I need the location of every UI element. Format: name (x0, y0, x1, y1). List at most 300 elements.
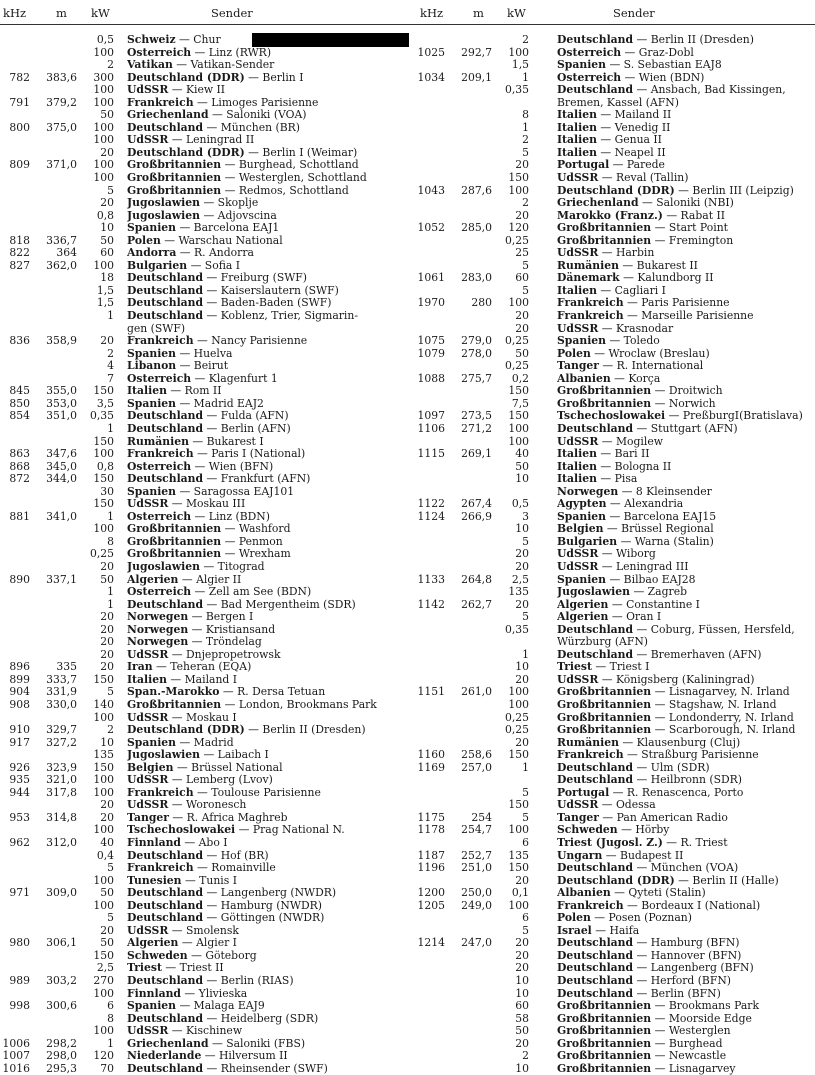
sender-cell (127, 1000, 415, 1013)
sender-cell (557, 285, 815, 298)
sender-cell (557, 461, 815, 474)
station-row (415, 536, 815, 549)
station-row (415, 235, 815, 248)
country-name: UdSSR (557, 247, 599, 260)
sender-cell (127, 1038, 415, 1051)
power-cell: 2 (107, 346, 114, 360)
power-cell: 100 (93, 873, 114, 887)
station-name: — Rom II (166, 385, 222, 398)
station-name: — PreßburgI(Bratislava) (665, 410, 803, 423)
power-cell: 1 (522, 120, 529, 134)
station-row (0, 410, 415, 423)
khz-cell: 827 (9, 258, 30, 272)
power-cell: 135 (93, 748, 114, 762)
power-cell: 3 (522, 509, 529, 523)
power-cell: 20 (100, 923, 114, 937)
country-name: Großbritannien (557, 698, 652, 711)
wavelength-cell: 278,0 (461, 346, 492, 360)
station-name: — Graz-Dobl (621, 46, 694, 59)
sender-cell (127, 561, 415, 574)
country-name: Österreich (127, 372, 192, 385)
power-cell: 100 (93, 898, 114, 912)
country-name: Österreich (127, 510, 192, 523)
station-name: — Madrid (176, 736, 234, 749)
wavelength-cell: 247,0 (461, 936, 492, 950)
station-row (415, 699, 815, 712)
m-header: m (473, 6, 484, 20)
country-name: Rumänien (557, 259, 619, 272)
khz-cell: 1115 (417, 447, 445, 461)
country-name: Spanien (557, 335, 607, 348)
country-name: Dänemark (557, 272, 620, 285)
power-cell: 0,2 (511, 371, 529, 385)
station-name: — Neapel II (596, 146, 666, 159)
sender-cell (557, 1063, 815, 1075)
country-name: Rumänien (127, 435, 189, 448)
country-name: UdSSR (557, 548, 599, 561)
khz-cell: 1124 (417, 509, 445, 523)
station-row (0, 335, 415, 348)
station-row (0, 47, 415, 60)
station-name: — München (BR) (203, 121, 300, 134)
wavelength-cell: 275,7 (461, 371, 492, 385)
station-row (0, 260, 415, 273)
station-name: — Oran I (608, 611, 662, 624)
power-cell: 100 (508, 183, 529, 197)
station-row (415, 787, 815, 800)
power-cell: 5 (107, 911, 114, 925)
country-name: Andorra (127, 247, 177, 260)
power-cell: 0,8 (96, 459, 114, 473)
wavelength-cell: 329,7 (46, 723, 77, 737)
station-name: — Leningrad II (168, 134, 255, 147)
khz-cell: 908 (9, 697, 30, 711)
station-name: — Frankfurt (AFN) (203, 473, 311, 486)
station-row (0, 172, 415, 185)
station-name: Würzburg (AFN) (557, 636, 648, 649)
power-cell: 20 (515, 873, 529, 887)
station-row (415, 862, 815, 875)
country-name: Israel (557, 924, 592, 937)
sender-cell (557, 837, 815, 850)
station-name: — Hannover (BFN) (633, 949, 742, 962)
power-cell: 150 (93, 434, 114, 448)
power-cell: 60 (515, 271, 529, 285)
station-name: — Limoges Parisienne (193, 96, 319, 109)
sender-cell (127, 285, 415, 298)
sender-cell (127, 1063, 415, 1075)
power-cell: 50 (515, 346, 529, 360)
country-name: Deutschland (127, 1012, 204, 1025)
country-name: Spanien (127, 397, 177, 410)
power-cell: 135 (508, 585, 529, 599)
station-row (0, 837, 415, 850)
sender-cell (127, 724, 415, 737)
country-name: Deutschland (DDR) (557, 874, 675, 887)
country-name: Spanien (557, 573, 607, 586)
sender-cell (557, 1038, 815, 1051)
sender-cell (127, 661, 415, 674)
station-name: — Washford (221, 523, 291, 536)
station-name: — Toledo (606, 335, 660, 348)
wavelength-cell: 314,8 (46, 810, 77, 824)
power-cell: 2 (107, 58, 114, 72)
wavelength-cell: 287,6 (461, 183, 492, 197)
station-name: — Bilbao EAJ28 (606, 573, 696, 586)
station-row (415, 134, 815, 147)
station-row (0, 611, 415, 624)
wavelength-cell: 273,5 (461, 409, 492, 423)
sender-cell (127, 498, 415, 511)
country-name: Portugal (557, 159, 610, 172)
sender-cell (557, 448, 815, 461)
sender-cell (127, 147, 415, 160)
sender-cell (557, 975, 815, 988)
wavelength-cell: 371,0 (46, 158, 77, 172)
power-cell: 100 (508, 823, 529, 837)
power-cell: 100 (508, 421, 529, 435)
station-row (415, 611, 815, 624)
country-name: Frankreich (557, 749, 624, 762)
country-name: Jugoslawien (127, 749, 201, 762)
wavelength-cell: 375,0 (46, 120, 77, 134)
station-name: — Harbin (598, 247, 655, 260)
power-cell: 100 (508, 685, 529, 699)
sender-cell (127, 686, 415, 699)
country-name: Norwegen (127, 636, 189, 649)
sender-cell (127, 975, 415, 988)
country-name: Großbritannien (557, 234, 652, 247)
sender-cell (557, 210, 815, 223)
country-name: Frankreich (127, 96, 194, 109)
power-cell: 0,25 (504, 334, 529, 348)
wavelength-cell: 321,0 (46, 773, 77, 787)
station-row (415, 824, 815, 837)
sender-cell (557, 172, 815, 185)
khz-cell: 1097 (417, 409, 445, 423)
station-name: — Korça (610, 372, 661, 385)
sender-cell (127, 1050, 415, 1063)
station-name: — Warna (Stalin) (617, 535, 714, 548)
country-name: Deutschland (127, 272, 204, 285)
khz-cell: 904 (9, 685, 30, 699)
station-row (0, 72, 415, 85)
station-name: — Wrexham (221, 548, 291, 561)
wavelength-cell: 283,0 (461, 271, 492, 285)
khz-cell: 791 (9, 95, 30, 109)
power-cell: 20 (515, 735, 529, 749)
sender-cell (127, 373, 415, 386)
sender-cell (557, 862, 815, 875)
country-name: Griechenland (127, 109, 209, 122)
station-name: — Berlin (RIAS) (203, 975, 294, 988)
station-name: — Heidelberg (SDR) (203, 1012, 319, 1025)
sender-cell (557, 1000, 815, 1013)
country-name: Deutschland (557, 987, 634, 1000)
country-name: UdSSR (557, 799, 599, 812)
station-row (0, 297, 415, 310)
power-cell: 5 (107, 861, 114, 875)
country-name: Finnland (127, 837, 181, 849)
country-name: Italien (557, 460, 597, 473)
power-cell: 7 (107, 371, 114, 385)
country-name: Algerien (127, 937, 179, 950)
power-cell: 0,1 (511, 886, 529, 900)
sender-cell (127, 335, 415, 348)
country-name: Deutschland (127, 297, 204, 310)
sender-cell (127, 937, 415, 950)
power-cell: 100 (508, 434, 529, 448)
station-row (415, 762, 815, 775)
station-row (0, 749, 415, 762)
station-name: — Scarborough, N. Irland (651, 724, 796, 737)
power-cell: 20 (100, 622, 114, 636)
power-cell: 20 (515, 559, 529, 573)
station-name: — Abo I (180, 837, 228, 849)
station-row (415, 247, 815, 260)
station-row (415, 599, 815, 612)
station-name: — Ulm (SDR) (633, 761, 710, 774)
khz-cell: 1205 (417, 898, 445, 912)
station-row (415, 373, 815, 386)
station-name: — Redmos, Schottland (221, 184, 349, 197)
power-cell: 0,5 (96, 33, 114, 46)
power-cell: 5 (522, 923, 529, 937)
khz-cell: 1006 (2, 1036, 30, 1050)
power-cell: 150 (508, 384, 529, 398)
sender-cell (127, 875, 415, 888)
sender-cell (127, 1025, 415, 1038)
power-cell: 6 (107, 999, 114, 1013)
wavelength-cell: 251,0 (461, 861, 492, 875)
power-cell: 100 (93, 171, 114, 185)
country-name: Polen (557, 912, 591, 925)
station-name: — Barcelona EAJ15 (606, 510, 717, 523)
sender-cell (127, 210, 415, 223)
station-name: — Kaiserslautern (SWF) (203, 284, 339, 297)
country-name: Vatikan (127, 59, 173, 72)
station-name: — Saloniki (VOA) (208, 109, 307, 122)
power-cell: 150 (508, 171, 529, 185)
power-cell: 20 (100, 660, 114, 674)
station-row (415, 887, 815, 900)
sender-cell (557, 812, 815, 825)
station-row (415, 159, 815, 172)
station-row (0, 423, 415, 436)
sender-cell (557, 1025, 815, 1038)
station-name: — Kalundborg II (619, 272, 714, 285)
khz-cell: 1061 (417, 271, 445, 285)
country-name: Spanien (127, 1000, 177, 1013)
station-name: — Stuttgart (AFN) (633, 422, 738, 435)
sender-cell (557, 912, 815, 925)
sender-cell (557, 260, 815, 273)
sender-cell (557, 536, 815, 549)
station-name: — Heilbronn (SDR) (633, 774, 742, 787)
country-name: Großbritannien (127, 698, 222, 711)
station-row (415, 109, 815, 122)
power-cell: 58 (515, 1011, 529, 1025)
sender-cell (127, 962, 415, 975)
country-name: UdSSR (127, 498, 169, 511)
khz-cell: 989 (9, 974, 30, 988)
power-cell: 20 (100, 559, 114, 573)
country-name: Schweden (557, 824, 618, 837)
country-name: Österreich (127, 460, 192, 473)
station-row (415, 661, 815, 674)
wavelength-cell: 209,1 (461, 70, 492, 84)
sender-cell (127, 348, 415, 361)
country-name: Griechenland (557, 197, 639, 210)
sender-cell (127, 712, 415, 725)
station-name: — Koblenz, Trier, Sigmarin- (203, 310, 358, 323)
country-name: Jugoslawien (127, 209, 201, 222)
station-name: — Nancy Parisienne (193, 335, 308, 348)
station-name: — Algier I (178, 937, 237, 950)
power-cell: 7,5 (511, 396, 529, 410)
station-name: — Triest II (161, 962, 224, 975)
sender-cell (127, 436, 415, 449)
power-cell: 100 (508, 697, 529, 711)
sender-cell (127, 272, 415, 285)
khz-cell: 896 (9, 660, 30, 674)
sender-cell (127, 72, 415, 85)
station-row (415, 47, 815, 60)
khz-cell: 1079 (417, 346, 445, 360)
sender-cell (557, 297, 815, 310)
station-row (415, 724, 815, 737)
country-name: Deutschland (127, 975, 204, 988)
country-name: Großbritannien (557, 222, 652, 235)
station-row (415, 360, 815, 373)
country-name: UdSSR (127, 799, 169, 812)
station-name: — Hamburg (BFN) (633, 937, 740, 950)
sender-cell (557, 498, 815, 511)
sender-cell (127, 674, 415, 687)
khz-cell: 1169 (417, 760, 445, 774)
station-name: — Kiew II (168, 84, 226, 97)
sender-cell (557, 72, 815, 85)
station-row (0, 310, 415, 323)
sender-cell (557, 586, 815, 599)
wavelength-cell: 355,0 (46, 384, 77, 398)
khz-cell: 998 (9, 999, 30, 1013)
wavelength-cell: 285,0 (461, 221, 492, 235)
sender-cell (557, 97, 815, 110)
sender-cell (557, 937, 815, 950)
power-cell: 60 (100, 246, 114, 260)
station-name: — Toulouse Parisienne (193, 786, 321, 799)
sender-cell (557, 749, 815, 762)
country-name: Deutschland (557, 774, 634, 787)
country-name: Deutschland (127, 598, 204, 611)
sender-cell (557, 398, 815, 411)
power-cell: 100 (93, 986, 114, 1000)
left-column-header (0, 0, 415, 25)
sender-cell (127, 122, 415, 135)
khz-cell: 1151 (417, 685, 445, 699)
station-name: — Bukarest I (188, 435, 264, 448)
wavelength-cell: 333,7 (46, 672, 77, 686)
country-name: Deutschland (127, 310, 204, 323)
sender-cell (127, 862, 415, 875)
sender-cell (557, 109, 815, 122)
station-name: — Saloniki (FBS) (208, 1037, 306, 1050)
sender-cell (557, 925, 815, 938)
power-cell: 20 (515, 672, 529, 686)
wavelength-cell: 303,2 (46, 974, 77, 988)
country-name: UdSSR (127, 774, 169, 787)
country-name: Italien (557, 284, 597, 297)
country-name: Jugoslawien (127, 197, 201, 210)
station-name: — Madrid EAJ2 (176, 397, 264, 410)
khz-cell: 917 (9, 735, 30, 749)
station-name: — Reval (Tallin) (598, 172, 689, 185)
station-name: — Bergen I (188, 611, 254, 624)
power-cell: 50 (100, 108, 114, 122)
power-cell: 18 (100, 271, 114, 285)
power-cell: 70 (100, 1061, 114, 1075)
country-name: Belgien (557, 523, 604, 536)
sender-cell (127, 624, 415, 637)
station-row (0, 109, 415, 122)
power-cell: 0,25 (504, 723, 529, 737)
country-name: Finnland (127, 987, 181, 1000)
station-name: — Brüssel Regional (603, 523, 714, 536)
sender-cell (127, 159, 415, 172)
country-name: Deutschland (557, 962, 634, 975)
sender-cell (127, 649, 415, 662)
station-name: — Berlin II (Dresden) (633, 34, 754, 46)
sender-cell (557, 1050, 815, 1063)
power-cell: 20 (515, 321, 529, 335)
wavelength-cell: 264,8 (461, 572, 492, 586)
station-name: — Posen (Poznan) (590, 912, 692, 925)
station-row (415, 385, 815, 398)
sender-cell (127, 323, 415, 336)
wavelength-cell: 335 (56, 660, 77, 674)
station-row (415, 197, 815, 210)
sender-cell (127, 109, 415, 122)
power-cell: 50 (100, 886, 114, 900)
sender-cell (557, 599, 815, 612)
sender-cell (127, 749, 415, 762)
station-row (0, 950, 415, 963)
sender-cell (557, 335, 815, 348)
sender-cell (557, 799, 815, 812)
wavelength-cell: 298,2 (46, 1036, 77, 1050)
country-name: Großbritannien (557, 711, 652, 724)
country-name: Deutschland (557, 422, 634, 435)
khz-cell: 971 (9, 886, 30, 900)
station-name: — Norwich (651, 397, 716, 410)
station-row (0, 548, 415, 561)
sender-cell (557, 59, 815, 72)
wavelength-cell: 258,6 (461, 748, 492, 762)
station-row (415, 962, 815, 975)
country-name: Spanien (127, 347, 177, 360)
sender-cell (127, 59, 415, 72)
power-cell: 0,4 (96, 848, 114, 862)
country-name: Frankreich (557, 310, 624, 323)
country-name: Frankreich (557, 899, 624, 912)
khz-cell: 868 (9, 459, 30, 473)
station-name: — Saloniki (NBI) (638, 197, 734, 210)
power-cell: 100 (508, 296, 529, 310)
country-name: Großbritannien (127, 535, 222, 548)
wavelength-cell: 269,1 (461, 447, 492, 461)
wavelength-cell: 280 (471, 296, 492, 310)
